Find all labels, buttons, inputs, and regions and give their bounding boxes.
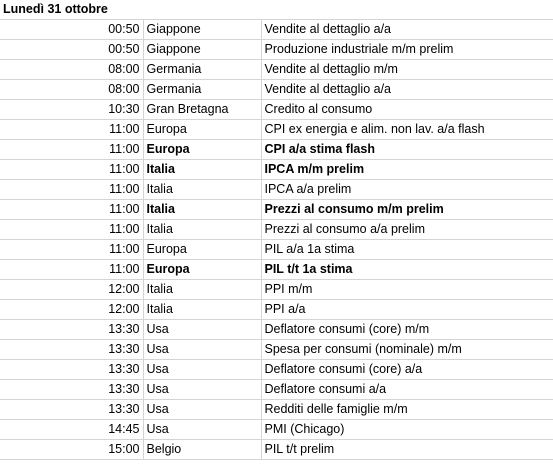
country-cell[interactable]: Giappone [143,40,261,60]
country-cell[interactable]: Belgio [143,440,261,460]
country-cell[interactable]: Usa [143,400,261,420]
table-row [0,340,553,360]
time-cell[interactable]: 11:00 [0,220,143,240]
date-title-cell[interactable]: Lunedì 31 ottobre [0,0,553,20]
table-row [0,360,553,380]
time-cell[interactable]: 15:00 [0,440,143,460]
table-row [0,120,553,140]
time-cell[interactable]: 13:30 [0,400,143,420]
country-cell[interactable]: Europa [143,260,261,280]
time-cell[interactable]: 14:45 [0,420,143,440]
country-cell[interactable]: Italia [143,300,261,320]
country-cell[interactable]: Italia [143,180,261,200]
table-row [0,280,553,300]
country-cell[interactable]: Usa [143,380,261,400]
event-cell[interactable]: Spesa per consumi (nominale) m/m [261,340,553,360]
event-cell[interactable]: Credito al consumo [261,100,553,120]
event-cell[interactable]: IPCA a/a prelim [261,180,553,200]
event-cell[interactable]: Deflatore consumi (core) a/a [261,360,553,380]
event-cell[interactable]: Vendite al dettaglio a/a [261,80,553,100]
country-cell[interactable]: Europa [143,240,261,260]
time-cell[interactable]: 11:00 [0,200,143,220]
country-cell[interactable]: Italia [143,220,261,240]
country-cell[interactable]: Italia [143,160,261,180]
event-cell[interactable]: Vendite al dettaglio a/a [261,20,553,40]
country-cell[interactable]: Usa [143,420,261,440]
header-row [0,0,553,20]
table-row [0,400,553,420]
time-cell[interactable]: 00:50 [0,20,143,40]
table-row [0,200,553,220]
time-cell[interactable]: 10:30 [0,100,143,120]
country-cell[interactable]: Giappone [143,20,261,40]
table-row [0,300,553,320]
event-cell[interactable]: CPI ex energia e alim. non lav. a/a flash [261,120,553,140]
country-cell[interactable]: Europa [143,120,261,140]
event-cell[interactable]: Redditi delle famiglie m/m [261,400,553,420]
time-cell[interactable]: 08:00 [0,80,143,100]
country-cell[interactable]: Usa [143,320,261,340]
time-cell[interactable]: 11:00 [0,260,143,280]
time-cell[interactable]: 08:00 [0,60,143,80]
table-row [0,140,553,160]
event-cell[interactable]: PIL a/a 1a stima [261,240,553,260]
event-cell[interactable]: Deflatore consumi a/a [261,380,553,400]
time-cell[interactable]: 11:00 [0,160,143,180]
time-cell[interactable]: 11:00 [0,180,143,200]
event-cell[interactable]: Produzione industriale m/m prelim [261,40,553,60]
table-row [0,220,553,240]
table-row [0,440,553,460]
event-cell[interactable]: PIL t/t 1a stima [261,260,553,280]
event-cell[interactable]: Deflatore consumi (core) m/m [261,320,553,340]
table-row [0,40,553,60]
time-cell[interactable]: 12:00 [0,300,143,320]
table-row [0,80,553,100]
time-cell[interactable]: 11:00 [0,140,143,160]
country-cell[interactable]: Europa [143,140,261,160]
time-cell[interactable]: 11:00 [0,240,143,260]
time-cell[interactable]: 13:30 [0,340,143,360]
event-cell[interactable]: PMI (Chicago) [261,420,553,440]
table-row [0,240,553,260]
event-cell[interactable]: PPI a/a [261,300,553,320]
time-cell[interactable]: 13:30 [0,360,143,380]
time-cell[interactable]: 11:00 [0,120,143,140]
time-cell[interactable]: 13:30 [0,380,143,400]
table-row [0,100,553,120]
event-cell[interactable]: Prezzi al consumo a/a prelim [261,220,553,240]
country-cell[interactable]: Italia [143,200,261,220]
table-row [0,320,553,340]
table-row [0,20,553,40]
table-row [0,60,553,80]
event-cell[interactable]: IPCA m/m prelim [261,160,553,180]
time-cell[interactable]: 13:30 [0,320,143,340]
event-cell[interactable]: Vendite al dettaglio m/m [261,60,553,80]
event-cell[interactable]: PPI m/m [261,280,553,300]
time-cell[interactable]: 12:00 [0,280,143,300]
country-cell[interactable]: Germania [143,60,261,80]
time-cell[interactable]: 00:50 [0,40,143,60]
table-row [0,260,553,280]
event-cell[interactable]: Prezzi al consumo m/m prelim [261,200,553,220]
table-row [0,380,553,400]
table-row [0,160,553,180]
country-cell[interactable]: Italia [143,280,261,300]
event-cell[interactable]: PIL t/t prelim [261,440,553,460]
table-row [0,420,553,440]
country-cell[interactable]: Germania [143,80,261,100]
country-cell[interactable]: Usa [143,340,261,360]
table-row [0,180,553,200]
event-cell[interactable]: CPI a/a stima flash [261,140,553,160]
country-cell[interactable]: Gran Bretagna [143,100,261,120]
country-cell[interactable]: Usa [143,360,261,380]
